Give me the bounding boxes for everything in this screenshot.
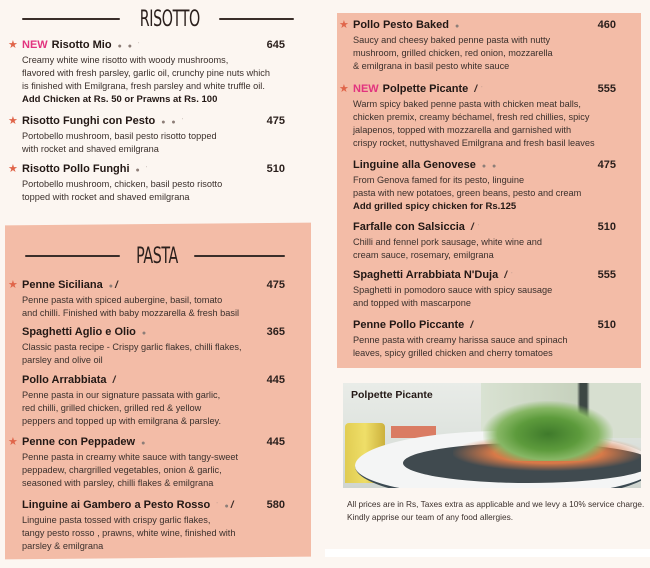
menu-item-penne-pollo-piccante — [353, 319, 616, 360]
chilli-icon: / — [112, 375, 116, 386]
item-desc-line: and chilli. Finished with baby mozzarella & fresh basil — [22, 308, 240, 318]
chilli-icon: / — [504, 270, 508, 281]
item-price: 460 — [597, 19, 616, 31]
item-price: 510 — [266, 163, 285, 175]
item-price: 445 — [266, 436, 285, 448]
item-desc-line: Saucy and cheesy baked penne pasta with nutty — [353, 35, 551, 45]
item-desc-line: with rocket and shaved emilgrana — [22, 144, 159, 154]
item-desc-line: parsley & emilgrana — [22, 541, 104, 551]
item-desc-line: Chilli and fennel pork sausage, white wine and — [353, 237, 542, 247]
item-name: Spaghetti Aglio e Olio — [22, 326, 136, 338]
item-desc-line: Penne pasta in our signature passata with garlic, — [22, 390, 221, 400]
header-rule-right — [194, 255, 285, 257]
item-desc-line: flavored with fresh parsley, garlic oil, crunchy pine nuts which — [22, 68, 271, 78]
menu-item-penne-con-peppadew — [8, 436, 285, 490]
menu-item-linguine-ai-gambero — [22, 499, 285, 553]
item-name: Farfalle con Salsiccia — [353, 221, 465, 233]
new-badge: NEW — [353, 83, 379, 95]
header-rule-left — [22, 18, 120, 20]
item-desc-line: crispy rocket, nuttyshaved Emilgrana and fresh basil leaves — [353, 138, 595, 148]
item-desc-line: topped with rocket and shaved emilgrana — [22, 192, 190, 202]
item-desc-line: parsley and olive oil — [22, 355, 103, 365]
photo-rocket-greens — [483, 401, 613, 461]
header-rule-right — [219, 18, 294, 20]
menu-item-risotto-mio — [8, 39, 285, 106]
item-desc-line: Linguine pasta tossed with crispy garlic flakes, — [22, 515, 211, 525]
item-desc-line: seasoned with parsley, chilli flakes & emilgrana — [22, 478, 214, 488]
star-icon: ★ — [8, 39, 18, 51]
menu-item-spaghetti-aglio-e-olio — [22, 326, 285, 367]
item-desc-line: Penne pasta in creamy white sauce with tangy-sweet — [22, 452, 239, 462]
photo-caption: Polpette Picante — [351, 389, 433, 401]
star-icon: ★ — [8, 279, 18, 291]
pasta-header — [25, 243, 285, 269]
item-price: 475 — [266, 115, 285, 127]
item-desc-line: tangy pesto rosso , prawns, white wine, finished with — [22, 528, 236, 538]
veg-dot-icon: ● — [141, 440, 148, 447]
footnote-prices: All prices are in Rs, Taxes extra as applicable and we levy a 10% service charge. — [347, 499, 645, 509]
item-desc-line: and topped with mascarpone — [353, 298, 471, 308]
star-icon: ★ — [8, 115, 18, 127]
item-desc-line: pasta with new potatoes, green beans, pesto and cream — [353, 188, 582, 198]
item-desc-line: red chilli, grilled chicken, grilled red & yellow — [22, 403, 202, 413]
item-name: Risotto Funghi con Pesto — [22, 115, 156, 127]
item-price: 365 — [266, 326, 285, 338]
risotto-title: RISOTTO — [139, 6, 200, 32]
item-name: Pollo Pesto Baked — [353, 19, 449, 31]
veg-dot-icon: ● ● — [481, 163, 499, 170]
item-price: 555 — [597, 83, 616, 95]
item-desc-line: peppadew, chargrilled vegetables, onion & garlic, — [22, 465, 222, 475]
item-price: 555 — [597, 269, 616, 281]
chilli-icon: / — [230, 500, 234, 511]
bottom-strip — [325, 549, 650, 557]
item-desc-line: Creamy white wine risotto with woody mushrooms, — [22, 55, 229, 65]
item-price: 475 — [266, 279, 285, 291]
new-badge: NEW — [22, 39, 48, 51]
item-name: Risotto Pollo Funghi — [22, 163, 130, 175]
veg-dot-icon: ● ˙ — [135, 167, 151, 174]
item-name: Penne con Peppadew — [22, 436, 136, 448]
star-icon: ★ — [339, 83, 349, 95]
item-addon: Add grilled spicy chicken for Rs.125 — [353, 201, 517, 212]
item-name: Penne Pollo Piccante — [353, 319, 465, 331]
pasta-list — [8, 279, 285, 554]
item-desc-line: Penne pasta with creamy harissa sauce and spinach — [353, 335, 568, 345]
menu-item-risotto-pollo-funghi — [8, 163, 285, 204]
item-desc-line: leaves, spicy grilled chicken and cherry tomatoes — [353, 348, 553, 358]
menu-item-risotto-funghi-con-pesto — [8, 115, 285, 156]
dish-photo — [343, 383, 641, 488]
item-addon: Add Chicken at Rs. 50 or Prawns at Rs. 100 — [22, 94, 218, 105]
menu-item-farfalle-con-salsiccia — [353, 221, 616, 262]
pasta-continued-list — [339, 19, 616, 364]
item-price: 510 — [597, 319, 616, 331]
veg-dot-icon: ˙ ● — [216, 503, 231, 510]
veg-dot-icon: ● ● ˙ — [117, 43, 143, 50]
chilli-icon: / — [470, 222, 474, 233]
item-name: Pollo Arrabbiata — [22, 374, 107, 386]
footnote-allergies: Kindly apprise our team of any food allergies. — [347, 511, 514, 522]
veg-dot-icon: ● — [141, 330, 149, 337]
item-desc-line: Portobello mushroom, chicken, basil pesto risotto — [22, 179, 223, 189]
menu-item-pollo-pesto-baked — [339, 19, 616, 73]
item-name: Spaghetti Arrabbiata N'Duja — [353, 269, 499, 281]
star-icon: ★ — [8, 436, 18, 448]
item-desc-line: jalapenos, topped with mozzarella and garnished with — [353, 125, 572, 135]
header-rule-left — [25, 255, 120, 257]
item-name: Polpette Picante — [382, 83, 469, 95]
item-name: Risotto Mio — [51, 39, 112, 51]
pasta-title: PASTA — [135, 243, 178, 269]
item-desc-line: Classic pasta recipe - Crispy garlic flakes, chilli flakes, — [22, 342, 242, 352]
item-desc-line: From Genova famed for its pesto, linguine — [353, 175, 525, 185]
item-name: Linguine ai Gambero a Pesto Rosso — [22, 499, 211, 511]
star-icon: ★ — [339, 19, 349, 31]
small-dot-icon: ˙ — [477, 225, 482, 232]
item-price: 580 — [266, 499, 285, 511]
item-desc-line: Penne pasta with spiced aubergine, basil, tomato — [22, 295, 223, 305]
veg-dot-icon: ● ● ˙ — [161, 119, 186, 126]
risotto-list — [8, 39, 285, 209]
item-desc-line: is finished with Emilgrana, fresh parsley and white truffle oil. — [22, 81, 265, 91]
menu-item-penne-siciliana — [8, 279, 285, 320]
item-desc-line: mushroom, grilled chicken, red onion, mozzarella — [353, 48, 553, 58]
menu-item-pollo-arrabbiata — [22, 374, 285, 428]
item-price: 445 — [266, 374, 285, 386]
item-desc-line: & emilgrana in basil pesto white sauce — [353, 61, 510, 71]
veg-dot-icon: ● — [454, 23, 462, 30]
item-desc-line: Portobello mushroom, basil pesto risotto topped — [22, 131, 217, 141]
small-dot-icon: ˙ — [480, 87, 486, 94]
footnote — [347, 498, 647, 523]
risotto-header — [22, 6, 294, 32]
item-desc-line: cream sauce, rosemary, emilgrana — [353, 250, 494, 260]
item-price: 510 — [597, 221, 616, 233]
item-price: 475 — [597, 159, 616, 171]
item-desc-line: chicken premix, creamy béchamel, fresh red chillies, spicy — [353, 112, 590, 122]
chilli-icon: / — [114, 280, 118, 291]
menu-item-linguine-alla-genovese — [353, 159, 616, 213]
small-dot-icon: ˙ — [510, 273, 516, 280]
menu-item-polpette-picante — [339, 83, 616, 150]
chilli-icon: / — [470, 320, 474, 331]
menu-item-spaghetti-arrabbiata-nduja — [353, 269, 616, 310]
chilli-icon: / — [474, 84, 478, 95]
item-name: Linguine alla Genovese — [353, 159, 476, 171]
item-desc-line: peppers and topped up with emilgrana & parsley. — [22, 416, 222, 426]
veg-dot-icon: ● — [108, 283, 115, 290]
item-name: Penne Siciliana — [22, 279, 103, 291]
item-desc-line: Spaghetti in pomodoro sauce with spicy sausage — [353, 285, 553, 295]
star-icon: ★ — [8, 163, 18, 175]
item-desc-line: Warm spicy baked penne pasta with chicken meat balls, — [353, 99, 581, 109]
item-price: 645 — [266, 39, 285, 51]
